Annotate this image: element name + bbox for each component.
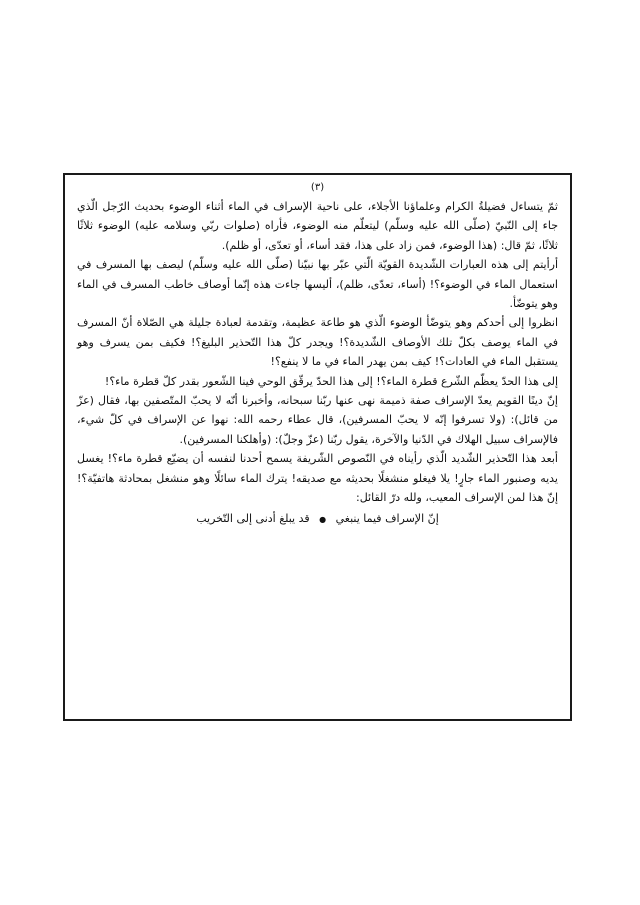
paragraph-1: ثمّ يتساءل فضيلةُ الكرام وعلماؤنا الأجلاء، على ناحية الإسراف في الماء أثناء الوضوء بحديث الرّجل الّذي جاء إلى النّبيّ (صلّى الله عليه وسلّم) ليتعلّم منه الوضوء، فأراه (صلوات ربّي وسلامه عليه) الوضوء ثلاثًا ثلاثًا، ثمّ قال: (هذا الوضوء، فمن زاد على هذا، فقد أساء، أو تعدّى، أو ظلم). xyxy=(77,200,558,252)
paragraph-2: أرأيتم إلى هذه العبارات الشّديدة القويّة الّتي عبّر بها نبيّنا (صلّى الله عليه وسلّم) ليصف بها المسرف في استعمال الماء في الوضوء؟! (أساء، تعدّى، ظلم)، أليسها جاءت هذه إنّما أوصاف خاطب المسرف في الماء وهو يتوضّأ. xyxy=(77,258,558,311)
page-number: (٣) xyxy=(310,182,325,193)
paragraph-3: انظروا إلى أحدكم وهو يتوضّأ الوضوء الّذي هو طاعة عظيمة، وتقدمة لعبادة جليلة هي الصّلاة أنّ المسرف في الماء يوصف بكلّ تلك الأوصاف الشّديدة؟! ويجدر كلّ هذا التّحذير البليغ؟! فكيف بمن يسرف وهو يستقبل الماء في العادات؟! كيف بمن يهدر الماء في ما لا ينفع؟! xyxy=(77,316,558,369)
paragraph-6: أبعد هذا التّحذير الشّديد الّذي رأيناه في النّصوص الشّريفة يسمح أحدنا لنفسه أن يضيّع قطرة ماء؟! يغسل يديه وصنبور الماء جارٍ! يلا فيغلو منشغلًا بحديثه مع صديقه! يترك الماء سائلًا وهو منشغل بمحادثة هاتفيّة؟! إنّ هذا لمن الإسراف المعيب، ولله درّ القائل: xyxy=(77,452,558,505)
poem-second-hemistich: قد يبلغ أدنى إلى التّخريب xyxy=(196,511,310,525)
poem-verse xyxy=(77,509,558,530)
paragraph-5: إنّ دينًا القويم يعدّ الإسراف صفة ذميمة نهى عنها ربّنا سبحانه، وأخبرنا أنّه لا يحبّ المتّصفين بها، فقال (عزّ من قائل): (ولا تسرفوا إنّه لا يحبّ المسرفين)، قال عطاء رحمه الله: نهوا عن الإسراف في كلّ شيء، فالإسراف سبيل الهلاك في الدّنيا والآخرة، يقول ربّنا (عزّ وجلّ): (وأهلكنا المسرفين). xyxy=(77,394,558,446)
poem-first-hemistich: إنّ الإسراف فيما ينبغي xyxy=(335,511,439,525)
document-frame xyxy=(63,173,572,721)
poem-separator: ● xyxy=(319,514,327,524)
paragraph-4: إلى هذا الحدّ يعظّم الشّرع قطرة الماء؟! إلى هذا الحدّ يرقّق الوحي فينا الشّعور بقدر كلّ قطرة ماء؟! xyxy=(104,374,558,388)
